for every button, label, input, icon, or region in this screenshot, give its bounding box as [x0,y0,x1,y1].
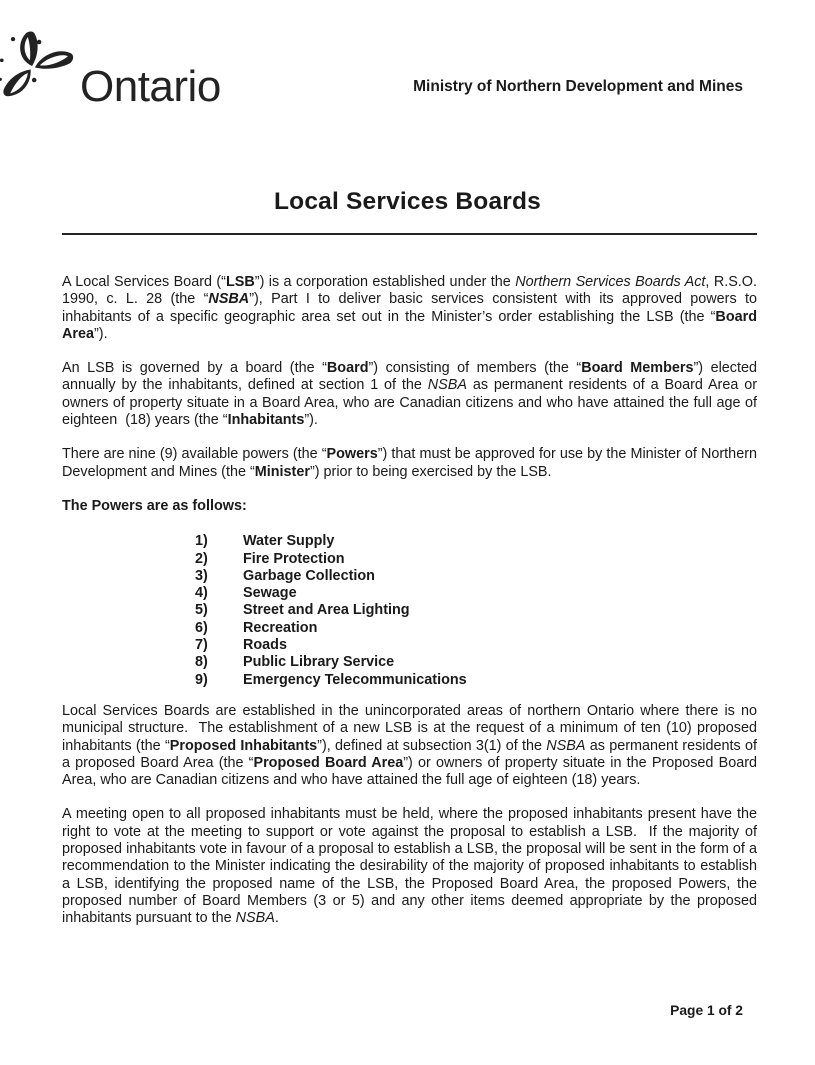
power-item-label: Emergency Telecommunications [243,671,467,688]
ontario-wordmark: Ontario [80,62,221,112]
page-number: Page 1 of 2 [670,1003,743,1018]
power-item-label: Garbage Collection [243,567,375,584]
powers-heading: The Powers are as follows: [62,497,247,514]
power-item-number: 3) [195,567,208,584]
closing-paragraphs [62,703,757,928]
trillium-icon [0,30,78,104]
power-item-label: Water Supply [243,533,335,550]
powers-list [62,533,757,689]
power-item-label: Recreation [243,619,318,636]
document-header [0,0,815,112]
title-rule [62,233,757,235]
power-item-number: 5) [195,602,208,619]
page-title: Local Services Boards [273,188,542,215]
power-item-label: Public Library Service [243,654,395,671]
power-item [62,620,757,637]
power-item [62,585,757,602]
power-item [62,602,757,619]
ontario-logo [0,30,221,112]
power-item [62,654,757,671]
power-item-number: 7) [195,637,208,654]
power-item-label: Street and Area Lighting [243,602,410,619]
document-body [0,274,815,928]
power-item-number: 4) [195,585,208,602]
power-item-label: Fire Protection [243,550,345,567]
paragraph: Local Services Boards are established in the unincorporated areas of northern Ontario where there is no municipal structure. The establishment of a new LSB is at the request of a minimum of ten (10) proposed inhabitants (the “Proposed Inhabitants”), defined at subsection 3(1) of the NSBA as permanent residents of a proposed Board Area (the “Proposed Board Area”) or owners of property situate in the Proposed Board Area, who are Canadian citizens and who have attained the full age of eighteen (18) years. [62,702,757,789]
power-item-number: 2) [195,550,208,567]
power-item [62,637,757,654]
power-item-label: Sewage [243,585,297,602]
power-item-number: 1) [195,533,208,550]
power-item-number: 6) [195,619,208,636]
power-item [62,568,757,585]
power-item [62,551,757,568]
intro-paragraphs [62,274,757,481]
paragraph: There are nine (9) available powers (the “Powers”) that must be approved for use by the Minister of Northern Development and Mines (the “Minister”) prior to being exercised by the LSB. [62,446,757,480]
power-item [62,533,757,550]
paragraph: A meeting open to all proposed inhabitants must be held, where the proposed inhabitants present have the right to vote at the meeting to support or vote against the proposal to establish a LSB. If the majority of proposed inhabitants vote in favour of a proposal to establish a LSB, the proposal will be sent in the form of a recommendation to the Minister indicating the desirability of the majority of proposed inhabitants to establish a LSB, identifying the proposed name of the LSB, the Proposed Board Area, the proposed Powers, the proposed number of Board Members (3 or 5) and any other items deemed appropriate by the proposed inhabitants pursuant to the NSBA. [62,806,757,927]
power-item-label: Roads [243,637,287,654]
power-item [62,672,757,689]
ministry-title: Ministry of Northern Development and Mines [413,78,743,95]
power-item-number: 8) [195,654,208,671]
paragraph: An LSB is governed by a board (the “Board”) consisting of members (the “Board Members”) elected annually by the inhabitants, defined at section 1 of the NSBA as permanent residents of a Board Area or owners of property situate in a Board Area, who are Canadian citizens and who have attained the full age of eighteen (18) years (the “Inhabitants”). [62,360,758,429]
paragraph: A Local Services Board (“LSB”) is a corporation established under the Northern Services Boards Act, R.S.O. 1990, c. L. 28 (the “NSBA”), Part I to deliver basic services consistent with its approved powers to inhabitants of a specific geographic area set out in the Minister’s order establishing the LSB (the “Board Area”). [62,274,757,342]
power-item-number: 9) [195,671,208,688]
